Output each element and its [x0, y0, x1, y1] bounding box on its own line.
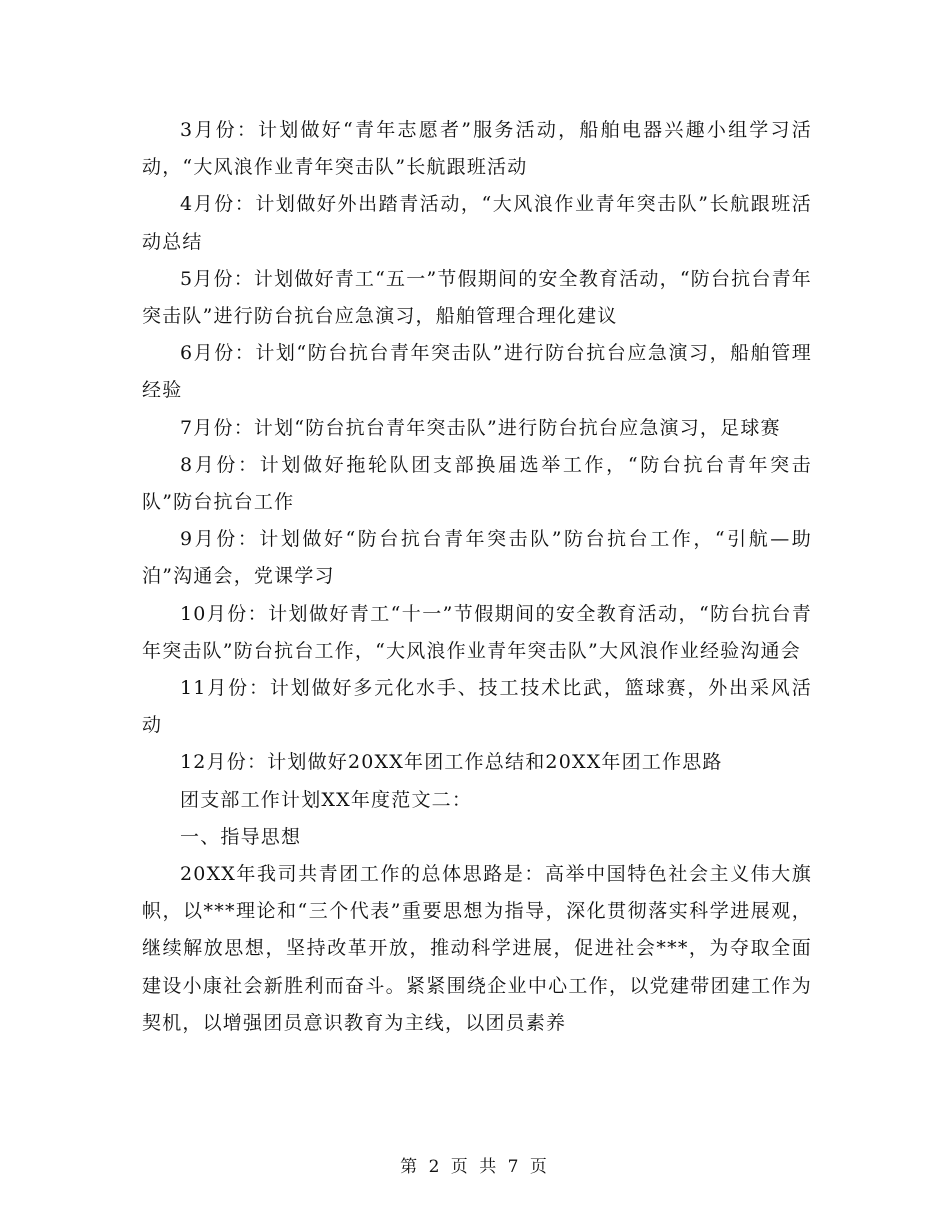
section-title-sample-two: 团支部工作计划XX年度范文二：: [180, 788, 473, 811]
paragraph-april: 4月份：计划做好外出踏青活动，“大风浪作业青年突击队”长航跟班活动总结: [142, 193, 812, 253]
paragraph-october: 10月份：计划做好青工“十一”节假期间的安全教育活动，“防台抗台青年突击队”防台抗台工作，“大风浪作业青年突击队”大风浪作业经验沟通会: [142, 602, 812, 662]
paragraph-august: 8月份：计划做好拖轮队团支部换届选举工作，“防台抗台青年突击队”防台抗台工作: [142, 453, 812, 514]
paragraph-may: 5月份：计划做好青工“五一”节假期间的安全教育活动，“防台抗台青年突击队”进行防台抗台应急演习，船舶管理合理化建议: [142, 267, 812, 328]
paragraph-overall-approach: 20XX年我司共青团工作的总体思路是：高举中国特色社会主义伟大旗帜，以***理论和“三个代表”重要思想为指导，深化贯彻落实科学进展观，继续解放思想，坚持改革开放，推动科学进展，促进社会***，为夺取全面建设小康社会新胜利而奋斗。紧紧围绕企业中心工作，以党建带团建工作为契机，以增强团员意识教育为主线，以团员素养: [142, 863, 812, 1034]
heading-guiding-ideology: 一、指导思想: [180, 825, 302, 848]
document-body: [142, 112, 812, 1042]
paragraph-july: 7月份：计划“防台抗台青年突击队”进行防台抗台应急演习，足球赛: [180, 416, 781, 439]
paragraph-june: 6月份：计划“防台抗台青年突击队”进行防台抗台应急演习，船舶管理经验: [142, 342, 812, 402]
paragraph-september: 9月份：计划做好“防台抗台青年突击队”防台抗台工作，“引航—助泊”沟通会，党课学习: [142, 528, 812, 588]
page-number-footer: 第 2 页 共 7 页: [400, 1157, 550, 1177]
paragraph-march: 3月份：计划做好“青年志愿者”服务活动，船舶电器兴趣小组学习活动，“大风浪作业青年突击队”长航跟班活动: [142, 119, 812, 179]
paragraph-november: 11月份：计划做好多元化水手、技工技术比武，篮球赛，外出采风活动: [142, 677, 812, 737]
paragraph-december: 12月份：计划做好20XX年团工作总结和20XX年团工作思路: [180, 751, 723, 774]
